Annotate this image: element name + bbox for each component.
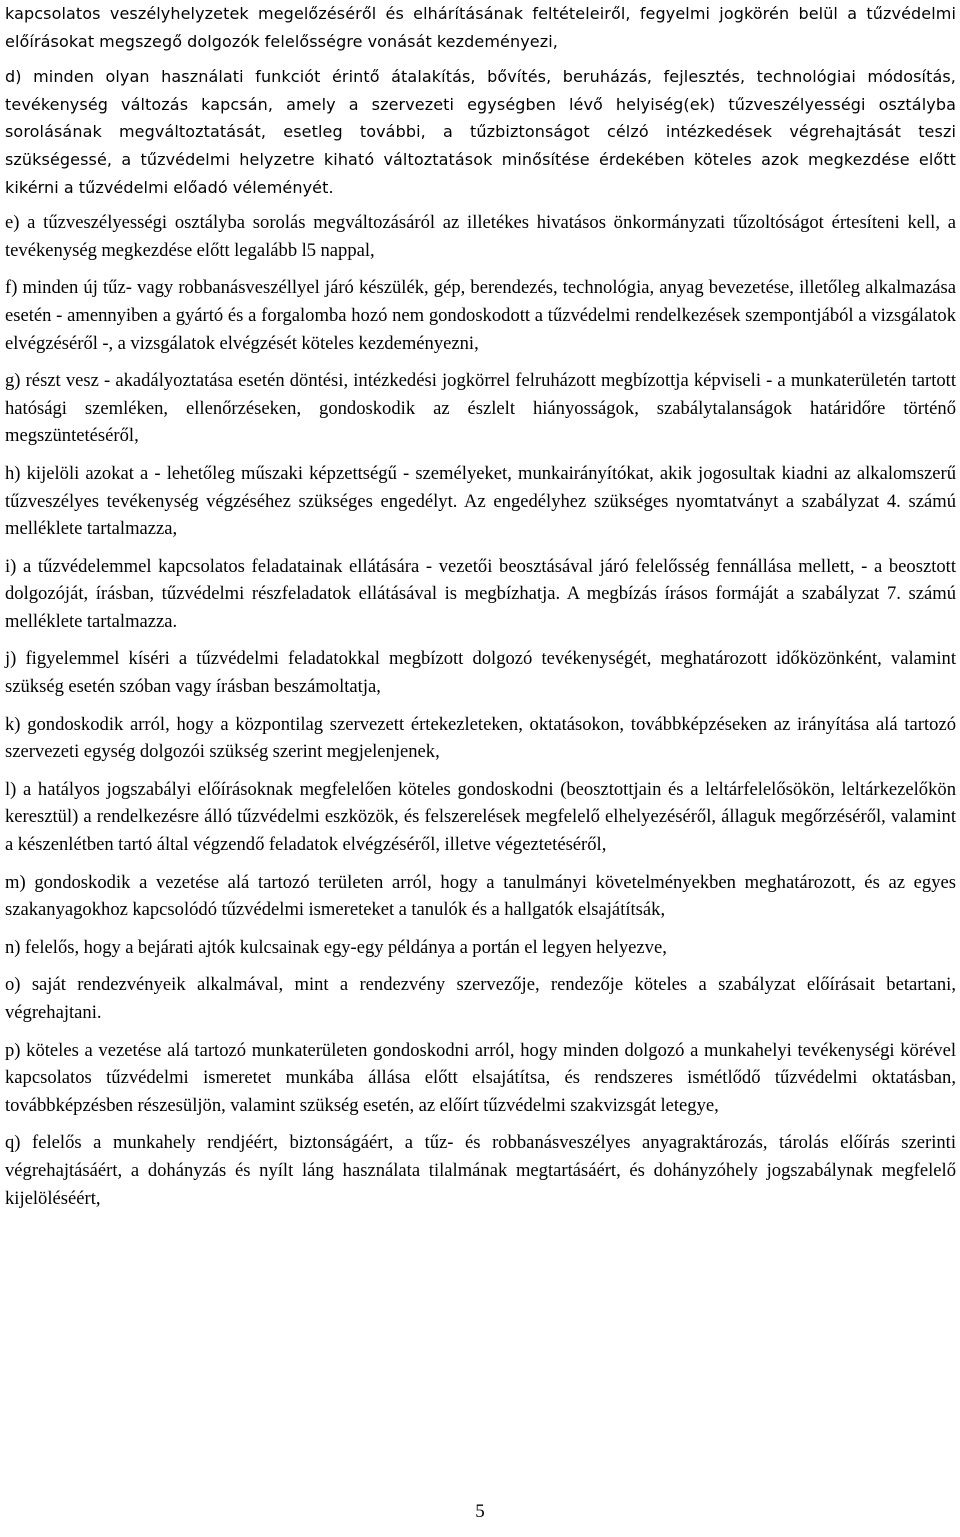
paragraph-o: o) saját rendezvényeik alkalmával, mint a rendezvény szervezője, rendezője köteles a szabályzat előírásait betartani, végrehajtani. <box>5 974 956 1023</box>
paragraph-q: q) felelős a munkahely rendjéért, biztonságáért, a tűz- és robbanásveszélyes anyagraktározás, tárolás előírás szerinti végrehajtásáért, a dohányzás és nyílt láng használata tilalmának megtartásáért, és dohányzóhely jogszabálynak megfelelő kijelöléséért, <box>5 1132 956 1209</box>
paragraph-n: n) felelős, hogy a bejárati ajtók kulcsainak egy-egy példánya a portán el legyen helyezve, <box>5 936 667 958</box>
paragraph-continuation: kapcsolatos veszélyhelyzetek megelőzéséről és elhárításának feltételeiről, fegyelmi jogkörén belül a tűzvédelmi előírásokat megszegő dolgozók felelősségre vonását kezdeményezi, <box>5 4 956 51</box>
paragraph-p: p) köteles a vezetése alá tartozó munkaterületen gondoskodni arról, hogy minden dolgozó a munkahelyi tevékenységi körével kapcsolatos tűzvédelmi ismeretet munkába állása előtt elsajátítsa, és rendszeres ismétlődő tűzvédelmi oktatásban, továbbképzésben részesüljön, valamint szükség esetén, az előírt tűzvédelmi szakvizsgát letegye, <box>5 1039 956 1116</box>
paragraph-d: d) minden olyan használati funkciót érintő átalakítás, bővítés, beruházás, fejlesztés, technológiai módosítás, tevékenység változás kapcsán, amely a szervezeti egységben lévő helyiség(ek) tűzveszélyességi osztályba sorolásának megváltoztatását, esetleg további, a tűzbiztonságot célzó intézkedések végrehajtását teszi szükségessé, a tűzvédelmi helyzetre kiható változtatások minősítése érdekében köteles azok megkezdése előtt kikérni a tűzvédelmi előadó véleményét. <box>5 67 956 197</box>
paragraph-i: i) a tűzvédelemmel kapcsolatos feladatainak ellátására - vezetői beosztásával járó felelősség fennállása mellett, - a beosztott dolgozóját, írásban, tűzvédelmi részfeladatok ellátásával is megbízhatja. A megbízás írásos formáját a szabályzat 7. számú melléklete tartalmazza. <box>5 555 956 632</box>
paragraph-m: m) gondoskodik a vezetése alá tartozó területen arról, hogy a tanulmányi követelményekben meghatározott, és az egyes szakanyagokhoz kapcsolódó tűzvédelmi ismereteket a tanulók és a hallgatók elsajátítsák, <box>5 871 956 921</box>
paragraph-g: g) részt vesz - akadályoztatása esetén döntési, intézkedési jogkörrel felruházott megbízottja képviseli - a munkaterületén tartott hatósági szemléken, ellenőrzéseken, gondoskodik az észlelt hiányosságok, szabálytalanságok határidőre történő megszüntetéséről, <box>5 370 956 447</box>
paragraph-h: h) kijelöli azokat a - lehetőleg műszaki képzettségű - személyeket, munkairányítókat, akik jogosultak kiadni az alkalomszerű tűzveszélyes tevékenység végzéséhez szükséges engedélyt. Az engedélyhez szükséges nyomtatványt a szabályzat 4. számú melléklete tartalmazza, <box>5 462 956 540</box>
paragraph-l: l) a hatályos jogszabályi előírásoknak megfelelően köteles gondoskodni (beosztottjain és a leltárfelelősökön, leltárkezelőkön keresztül) a rendelkezésre álló tűzvédelmi eszközök, és felszerelések megfelelő elhelyezéséről, állaguk megőrzéséről, valamint a készenlétben tartó által végzendő feladatok elvégzéséről, illetve végeztetéséről, <box>5 778 956 856</box>
page-number: 5 <box>475 1501 485 1522</box>
paragraph-e: e) a tűzveszélyességi osztályba sorolás megváltozásáról az illetékes hivatásos önkormányzati tűzoltóságot értesíteni kell, a tevékenység megkezdése előtt legalább l5 nappal, <box>5 212 956 261</box>
paragraph-j: j) figyelemmel kíséri a tűzvédelmi feladatokkal megbízott dolgozó tevékenységét, meghatározott időközönként, valamint szükség esetén szóban vagy írásban beszámoltatja, <box>5 648 956 698</box>
paragraph-f: f) minden új tűz- vagy robbanásveszéllyel járó készülék, gép, berendezés, technológia, anyag bevezetése, illetőleg alkalmazása esetén - amennyiben a gyártó és a forgalomba hozó nem gondoskodott a tűzvédelmi rendelkezések szempontjából a vizsgálatok elvégzéséről -, a vizsgálatok elvégzését köteles kezdeményezni, <box>5 277 956 354</box>
document-body <box>5 0 956 1222</box>
paragraph-k: k) gondoskodik arról, hogy a központilag szervezett értekezleteken, oktatásokon, továbbképzéseken az irányítása alá tartozó szervezeti egység dolgozói szükség szerint megjelenjenek, <box>5 713 956 763</box>
